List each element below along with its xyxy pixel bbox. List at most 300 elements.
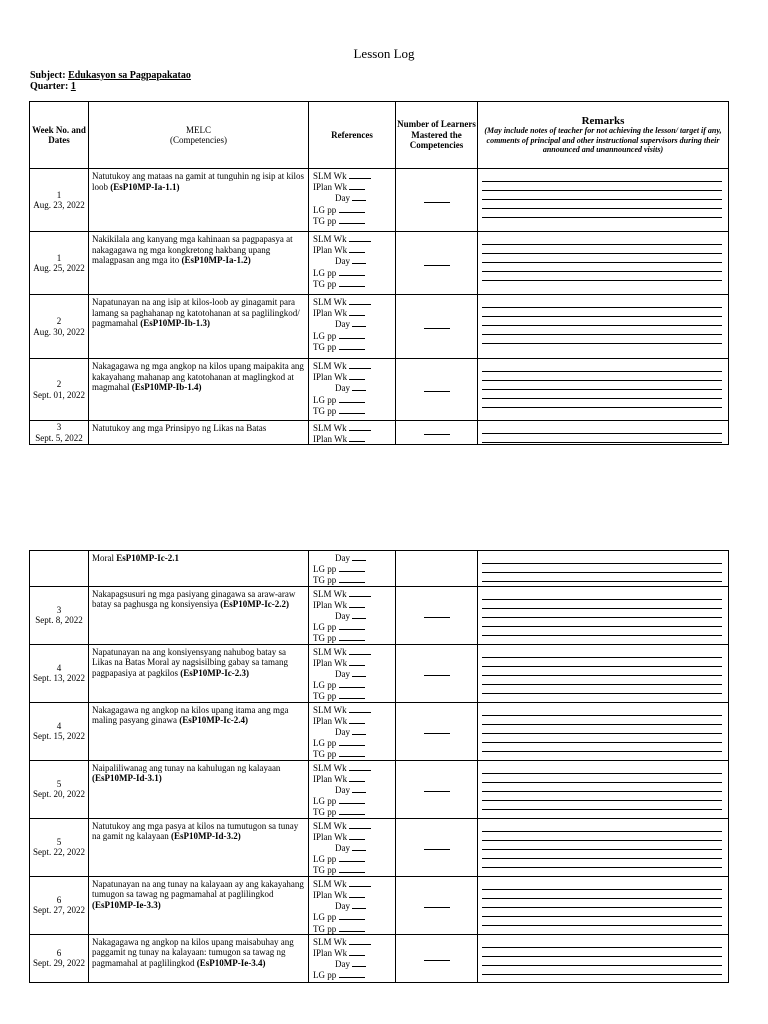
blank-underline[interactable] — [339, 679, 365, 688]
ref-slm-label: SLM Wk — [313, 361, 349, 371]
blank-underline[interactable] — [349, 371, 365, 380]
ref-tg-label: TG pp — [313, 807, 339, 818]
blank-underline[interactable] — [339, 690, 365, 699]
remarks-line[interactable] — [482, 200, 722, 209]
remarks-line[interactable] — [482, 272, 722, 281]
learners-cell — [396, 551, 478, 587]
ref-iplan-label: IPlan Wk — [313, 372, 350, 383]
melc-cell — [89, 586, 309, 644]
ref-iplan-label: IPlan Wk — [313, 657, 350, 668]
blank-underline[interactable] — [349, 244, 365, 253]
week-date: Sept. 13, 2022 — [32, 673, 85, 684]
header-melc-sub: (Competencies) — [170, 135, 227, 145]
remarks-line[interactable] — [482, 890, 722, 899]
week-date: Aug. 23, 2022 — [33, 200, 85, 210]
header-melc — [89, 102, 309, 169]
blank-underline[interactable] — [349, 360, 371, 369]
references-cell — [309, 421, 396, 445]
blank-underline[interactable] — [349, 657, 365, 666]
blank-underline[interactable] — [349, 307, 365, 316]
table-row — [30, 586, 729, 644]
remarks-line[interactable] — [482, 434, 722, 443]
ref-tg-label: TG pp — [313, 923, 339, 934]
remarks-line[interactable] — [482, 299, 722, 308]
page-title: Lesson Log — [353, 46, 415, 61]
blank-underline[interactable] — [349, 762, 371, 771]
ref-slm-label: SLM Wk — [313, 588, 349, 599]
ref-tg-label: TG pp — [313, 691, 339, 702]
remarks-cell — [478, 359, 729, 421]
melc-text: Nakagagawa ng angkop na kilos upang maisabuhay ang paggamit ng tunay na kalayaan: tumugon sa tawag ng pagmamahal at paglilingkod — [92, 936, 294, 968]
remarks-line[interactable] — [482, 245, 722, 254]
melc-text: Napatunayan na ang tunay na kalayaan ay ang kakayahang tumugon sa tawag ng pagmamahal at paglilingkod — [92, 878, 304, 900]
remarks-line[interactable] — [482, 850, 722, 859]
remarks-line[interactable] — [482, 734, 722, 743]
remarks-line[interactable] — [482, 308, 722, 317]
melc-cell — [89, 818, 309, 876]
week-date: Sept. 22, 2022 — [32, 847, 85, 858]
week-date-cell — [30, 421, 89, 445]
week-date: Sept. 29, 2022 — [32, 958, 85, 969]
ref-slm — [313, 233, 395, 244]
learners-blank[interactable] — [424, 675, 450, 676]
ref-day-label: Day — [335, 959, 353, 970]
ref-day-label: Day — [335, 669, 353, 680]
table-row — [30, 359, 729, 421]
learners-blank[interactable] — [424, 617, 450, 618]
learners-cell — [396, 760, 478, 818]
blank-underline[interactable] — [349, 170, 371, 179]
learners-cell — [396, 644, 478, 702]
ref-day-label: Day — [335, 785, 353, 796]
references-cell — [309, 169, 396, 232]
header-learners: Number of Learners Mastered the Competencies — [396, 102, 478, 169]
ref-iplan-label: IPlan Wk — [313, 182, 350, 193]
learners-cell — [396, 818, 478, 876]
melc-code: (EsP10MP-Ia-1.2) — [181, 255, 251, 265]
ref-day-label: Day — [335, 901, 353, 912]
ref-day-label: Day — [335, 193, 353, 204]
remarks-line[interactable] — [482, 573, 722, 582]
ref-lg-label: LG pp — [313, 796, 339, 807]
learners-cell — [396, 702, 478, 760]
blank-underline[interactable] — [349, 704, 371, 713]
learners-blank[interactable] — [424, 434, 450, 435]
ref-iplan — [313, 307, 395, 318]
blank-underline[interactable] — [349, 433, 365, 442]
melc-text: Natutukoy ang mataas na gamit at tunguhin ng isip at kilos loob — [92, 171, 304, 192]
ref-day-label: Day — [335, 843, 353, 854]
ref-day — [313, 552, 395, 563]
melc-text: Natutukoy ang mga pasya at kilos na tumutugon sa tunay na gamit ng kalayaan — [92, 820, 299, 842]
blank-underline[interactable] — [349, 599, 365, 608]
remarks-line[interactable] — [482, 209, 722, 218]
learners-blank[interactable] — [424, 265, 450, 266]
ref-slm — [313, 170, 395, 181]
ref-slm-label: SLM Wk — [313, 704, 349, 715]
ref-day-label: Day — [335, 727, 353, 738]
blank-underline[interactable] — [352, 552, 366, 561]
learners-blank[interactable] — [424, 960, 450, 961]
blank-underline[interactable] — [349, 773, 365, 782]
week-date: Aug. 25, 2022 — [33, 263, 85, 273]
blank-underline[interactable] — [349, 181, 365, 190]
blank-underline[interactable] — [339, 748, 365, 757]
table-row — [30, 644, 729, 702]
remarks-line[interactable] — [482, 859, 722, 868]
remarks-line[interactable] — [482, 765, 722, 774]
ref-iplan-label: IPlan Wk — [313, 308, 350, 319]
remarks-cell — [478, 551, 729, 587]
ref-iplan — [313, 244, 395, 255]
week-number: 4 — [56, 720, 62, 731]
learners-blank[interactable] — [424, 849, 450, 850]
ref-iplan — [313, 433, 395, 444]
remarks-line[interactable] — [482, 425, 722, 434]
ref-iplan — [313, 889, 395, 900]
learners-cell — [396, 934, 478, 982]
remarks-line[interactable] — [482, 390, 722, 399]
ref-tg-label: TG pp — [313, 575, 339, 586]
ref-lg — [313, 330, 395, 341]
blank-underline[interactable] — [339, 394, 365, 403]
remarks-line[interactable] — [482, 627, 722, 636]
ref-iplan — [313, 947, 395, 958]
ref-day — [313, 318, 395, 329]
blank-underline[interactable] — [349, 947, 365, 956]
ref-iplan-label: IPlan Wk — [313, 245, 350, 256]
melc-cell — [89, 644, 309, 702]
blank-underline[interactable] — [339, 278, 365, 287]
week-date-cell — [30, 551, 89, 587]
blank-underline[interactable] — [349, 588, 371, 597]
remarks-line[interactable] — [482, 832, 722, 841]
melc-code: (EsP10MP-Id-3.1) — [92, 773, 162, 784]
remarks-cell — [478, 818, 729, 876]
blank-underline[interactable] — [349, 878, 371, 887]
blank-underline[interactable] — [352, 958, 366, 967]
table-row-continued — [30, 551, 729, 587]
ref-lg — [313, 563, 395, 574]
subject-label: Subject: — [30, 70, 66, 81]
references-cell — [309, 934, 396, 982]
remarks-line[interactable] — [482, 841, 722, 850]
ref-tg — [313, 215, 395, 226]
blank-underline[interactable] — [339, 204, 365, 213]
melc-text: Moral — [92, 553, 117, 563]
ref-tg-label: TG pp — [313, 341, 339, 352]
blank-underline[interactable] — [339, 795, 365, 804]
blank-underline[interactable] — [339, 632, 365, 641]
remarks-line[interactable] — [482, 363, 722, 372]
blank-underline[interactable] — [352, 726, 366, 735]
remarks-line[interactable] — [482, 372, 722, 381]
melc-cell — [89, 760, 309, 818]
table-row — [30, 760, 729, 818]
remarks-line[interactable] — [482, 685, 722, 694]
melc-cell — [89, 934, 309, 982]
ref-tg-label: TG pp — [313, 865, 339, 876]
blank-underline[interactable] — [352, 610, 366, 619]
blank-underline[interactable] — [339, 621, 365, 630]
blank-underline[interactable] — [349, 422, 371, 431]
remarks-line[interactable] — [482, 555, 722, 564]
subject-value: Edukasyon sa Pagpapakatao — [68, 70, 191, 81]
remarks-line[interactable] — [482, 326, 722, 335]
remarks-cell — [478, 295, 729, 359]
week-date: Sept. 01, 2022 — [32, 389, 85, 400]
blank-underline[interactable] — [349, 936, 371, 945]
remarks-line[interactable] — [482, 939, 722, 948]
ref-lg-label: LG pp — [313, 622, 339, 633]
remarks-line[interactable] — [482, 917, 722, 926]
remarks-line[interactable] — [482, 966, 722, 975]
week-date-cell — [30, 232, 89, 295]
ref-lg-label: LG pp — [313, 267, 339, 278]
blank-underline[interactable] — [352, 842, 366, 851]
table-row — [30, 295, 729, 359]
learners-blank[interactable] — [424, 791, 450, 792]
remarks-line[interactable] — [482, 649, 722, 658]
remarks-cell — [478, 644, 729, 702]
melc-text: Nakagagawa ng mga angkop na kilos upang maipakita ang kakayahang mahanap ang katotohanan at maglingkod at magmahal — [92, 361, 304, 392]
ref-tg-label: TG pp — [313, 633, 339, 644]
ref-iplan — [313, 715, 395, 726]
remarks-line[interactable] — [482, 173, 722, 182]
blank-underline[interactable] — [339, 330, 365, 339]
ref-day — [313, 192, 395, 203]
remarks-line[interactable] — [482, 600, 722, 609]
remarks-line[interactable] — [482, 743, 722, 752]
melc-code: (EsP10MP-Ic-2.2) — [220, 599, 289, 610]
blank-underline[interactable] — [352, 192, 366, 201]
melc-cell — [89, 702, 309, 760]
week-date-cell — [30, 818, 89, 876]
melc-text: Naipaliliwanag ang tunay na kahulugan ng kalayaan — [92, 762, 281, 773]
remarks-cell — [478, 586, 729, 644]
blank-underline[interactable] — [339, 737, 365, 746]
remarks-line[interactable] — [482, 263, 722, 272]
ref-tg-label: TG pp — [313, 215, 339, 226]
remarks-line[interactable] — [482, 881, 722, 890]
table-row — [30, 421, 729, 445]
remarks-line[interactable] — [482, 707, 722, 716]
week-date: Sept. 15, 2022 — [32, 731, 85, 742]
blank-underline[interactable] — [352, 382, 366, 391]
melc-cell — [89, 551, 309, 587]
remarks-line[interactable] — [482, 191, 722, 200]
melc-cell — [89, 295, 309, 359]
remarks-line[interactable] — [482, 725, 722, 734]
ref-iplan — [313, 371, 395, 382]
ref-iplan — [313, 181, 395, 192]
ref-slm-label: SLM Wk — [313, 936, 349, 947]
blank-underline[interactable] — [339, 923, 365, 932]
learners-cell — [396, 295, 478, 359]
remarks-line[interactable] — [482, 774, 722, 783]
table-row — [30, 169, 729, 232]
remarks-line[interactable] — [482, 948, 722, 957]
week-date-cell — [30, 760, 89, 818]
remarks-line[interactable] — [482, 658, 722, 667]
ref-day — [313, 382, 395, 393]
table-row — [30, 232, 729, 295]
ref-day-label: Day — [335, 256, 353, 267]
blank-underline[interactable] — [339, 864, 365, 873]
remarks-line[interactable] — [482, 254, 722, 263]
blank-underline[interactable] — [339, 853, 365, 862]
learners-cell — [396, 586, 478, 644]
ref-slm — [313, 820, 395, 831]
blank-underline[interactable] — [349, 889, 365, 898]
table-row — [30, 818, 729, 876]
blank-underline[interactable] — [352, 318, 366, 327]
melc-code: (EsP10MP-Id-3.2) — [170, 831, 241, 842]
remarks-line[interactable] — [482, 957, 722, 966]
references-cell — [309, 359, 396, 421]
references-cell — [309, 760, 396, 818]
week-date-cell — [30, 586, 89, 644]
ref-slm-label: SLM Wk — [313, 423, 349, 433]
ref-day-label: Day — [335, 383, 353, 394]
blank-underline[interactable] — [339, 215, 365, 224]
remarks-cell — [478, 760, 729, 818]
remarks-line[interactable] — [482, 335, 722, 344]
learners-blank[interactable] — [424, 907, 450, 908]
remarks-line[interactable] — [482, 667, 722, 676]
blank-underline[interactable] — [349, 820, 371, 829]
week-date: Sept. 5, 2022 — [35, 432, 83, 443]
remarks-line[interactable] — [482, 823, 722, 832]
ref-iplan-label: IPlan Wk — [313, 773, 350, 784]
blank-underline[interactable] — [349, 831, 365, 840]
ref-lg-label: LG pp — [313, 854, 339, 865]
remarks-line[interactable] — [482, 908, 722, 917]
ref-tg — [313, 864, 395, 875]
ref-day-label: Day — [335, 611, 353, 622]
ref-tg — [313, 748, 395, 759]
header-references: References — [309, 102, 396, 169]
remarks-line[interactable] — [482, 618, 722, 627]
remarks-line[interactable] — [482, 801, 722, 810]
blank-underline[interactable] — [349, 296, 371, 305]
blank-underline[interactable] — [339, 341, 365, 350]
week-date: Aug. 30, 2022 — [33, 326, 85, 337]
remarks-line[interactable] — [482, 317, 722, 326]
week-date-cell — [30, 359, 89, 421]
ref-lg — [313, 853, 395, 864]
remarks-cell — [478, 421, 729, 445]
references-cell — [309, 644, 396, 702]
blank-underline[interactable] — [339, 405, 365, 414]
ref-lg-label: LG pp — [313, 970, 339, 981]
remarks-line[interactable] — [482, 783, 722, 792]
learners-cell — [396, 169, 478, 232]
blank-underline[interactable] — [349, 646, 371, 655]
ref-tg — [313, 923, 395, 934]
week-number: 1 — [56, 252, 62, 263]
ref-tg — [313, 574, 395, 585]
table-row — [30, 702, 729, 760]
blank-underline[interactable] — [352, 784, 366, 793]
blank-underline[interactable] — [352, 900, 366, 909]
ref-lg-label: LG pp — [313, 912, 339, 923]
ref-iplan-label: IPlan Wk — [313, 831, 350, 842]
week-number: 4 — [56, 662, 62, 673]
ref-day — [313, 726, 395, 737]
ref-day-label: Day — [335, 553, 353, 563]
ref-lg — [313, 969, 395, 980]
remarks-line[interactable] — [482, 792, 722, 801]
remarks-cell — [478, 876, 729, 934]
remarks-line[interactable] — [482, 716, 722, 725]
lesson-log-table-top — [29, 101, 729, 445]
blank-underline[interactable] — [352, 255, 366, 264]
remarks-line[interactable] — [482, 591, 722, 600]
melc-code: EsP10MP-Ic-2.1 — [116, 553, 179, 563]
remarks-line[interactable] — [482, 182, 722, 191]
ref-slm — [313, 646, 395, 657]
remarks-line[interactable] — [482, 899, 722, 908]
remarks-cell — [478, 169, 729, 232]
blank-underline[interactable] — [339, 911, 365, 920]
learners-blank[interactable] — [424, 391, 450, 392]
ref-lg-label: LG pp — [313, 680, 339, 691]
blank-underline[interactable] — [349, 715, 365, 724]
ref-tg — [313, 632, 395, 643]
table-row — [30, 934, 729, 982]
ref-slm — [313, 588, 395, 599]
remarks-line[interactable] — [482, 381, 722, 390]
remarks-line[interactable] — [482, 236, 722, 245]
remarks-line[interactable] — [482, 399, 722, 408]
learners-blank[interactable] — [424, 202, 450, 203]
remarks-line[interactable] — [482, 609, 722, 618]
ref-slm — [313, 762, 395, 773]
melc-text: Nakagagawa ng angkop na kilos upang itama ang mga maling pasyang ginawa — [92, 704, 289, 726]
melc-code: (EsP10MP-Ic-2.3) — [180, 667, 249, 678]
ref-slm — [313, 704, 395, 715]
remarks-line[interactable] — [482, 564, 722, 573]
ref-tg-label: TG pp — [313, 749, 339, 760]
ref-slm — [313, 360, 395, 371]
blank-underline[interactable] — [339, 267, 365, 276]
blank-underline[interactable] — [339, 563, 365, 572]
melc-code: (EsP10MP-Ia-1.1) — [110, 181, 180, 192]
blank-underline[interactable] — [349, 233, 371, 242]
learners-cell — [396, 876, 478, 934]
learners-cell — [396, 421, 478, 445]
melc-cell — [89, 232, 309, 295]
lesson-log-table-bottom — [29, 550, 729, 983]
ref-day — [313, 255, 395, 266]
blank-underline[interactable] — [339, 806, 365, 815]
blank-underline[interactable] — [339, 574, 365, 583]
blank-underline[interactable] — [339, 969, 365, 978]
week-date-cell — [30, 876, 89, 934]
ref-lg — [313, 267, 395, 278]
blank-underline[interactable] — [352, 668, 366, 677]
header-remarks — [478, 102, 729, 169]
melc-cell — [89, 359, 309, 421]
ref-slm-label: SLM Wk — [313, 234, 349, 244]
melc-text: Nakikilala ang kanyang mga kahinaan sa pagpapasya at nakagagawa ng mga kongkretong hakbang upang malagpasan ang mga ito — [92, 234, 293, 265]
ref-tg — [313, 806, 395, 817]
learners-blank[interactable] — [424, 733, 450, 734]
remarks-line[interactable] — [482, 676, 722, 685]
ref-slm — [313, 936, 395, 947]
learners-blank[interactable] — [424, 328, 450, 329]
